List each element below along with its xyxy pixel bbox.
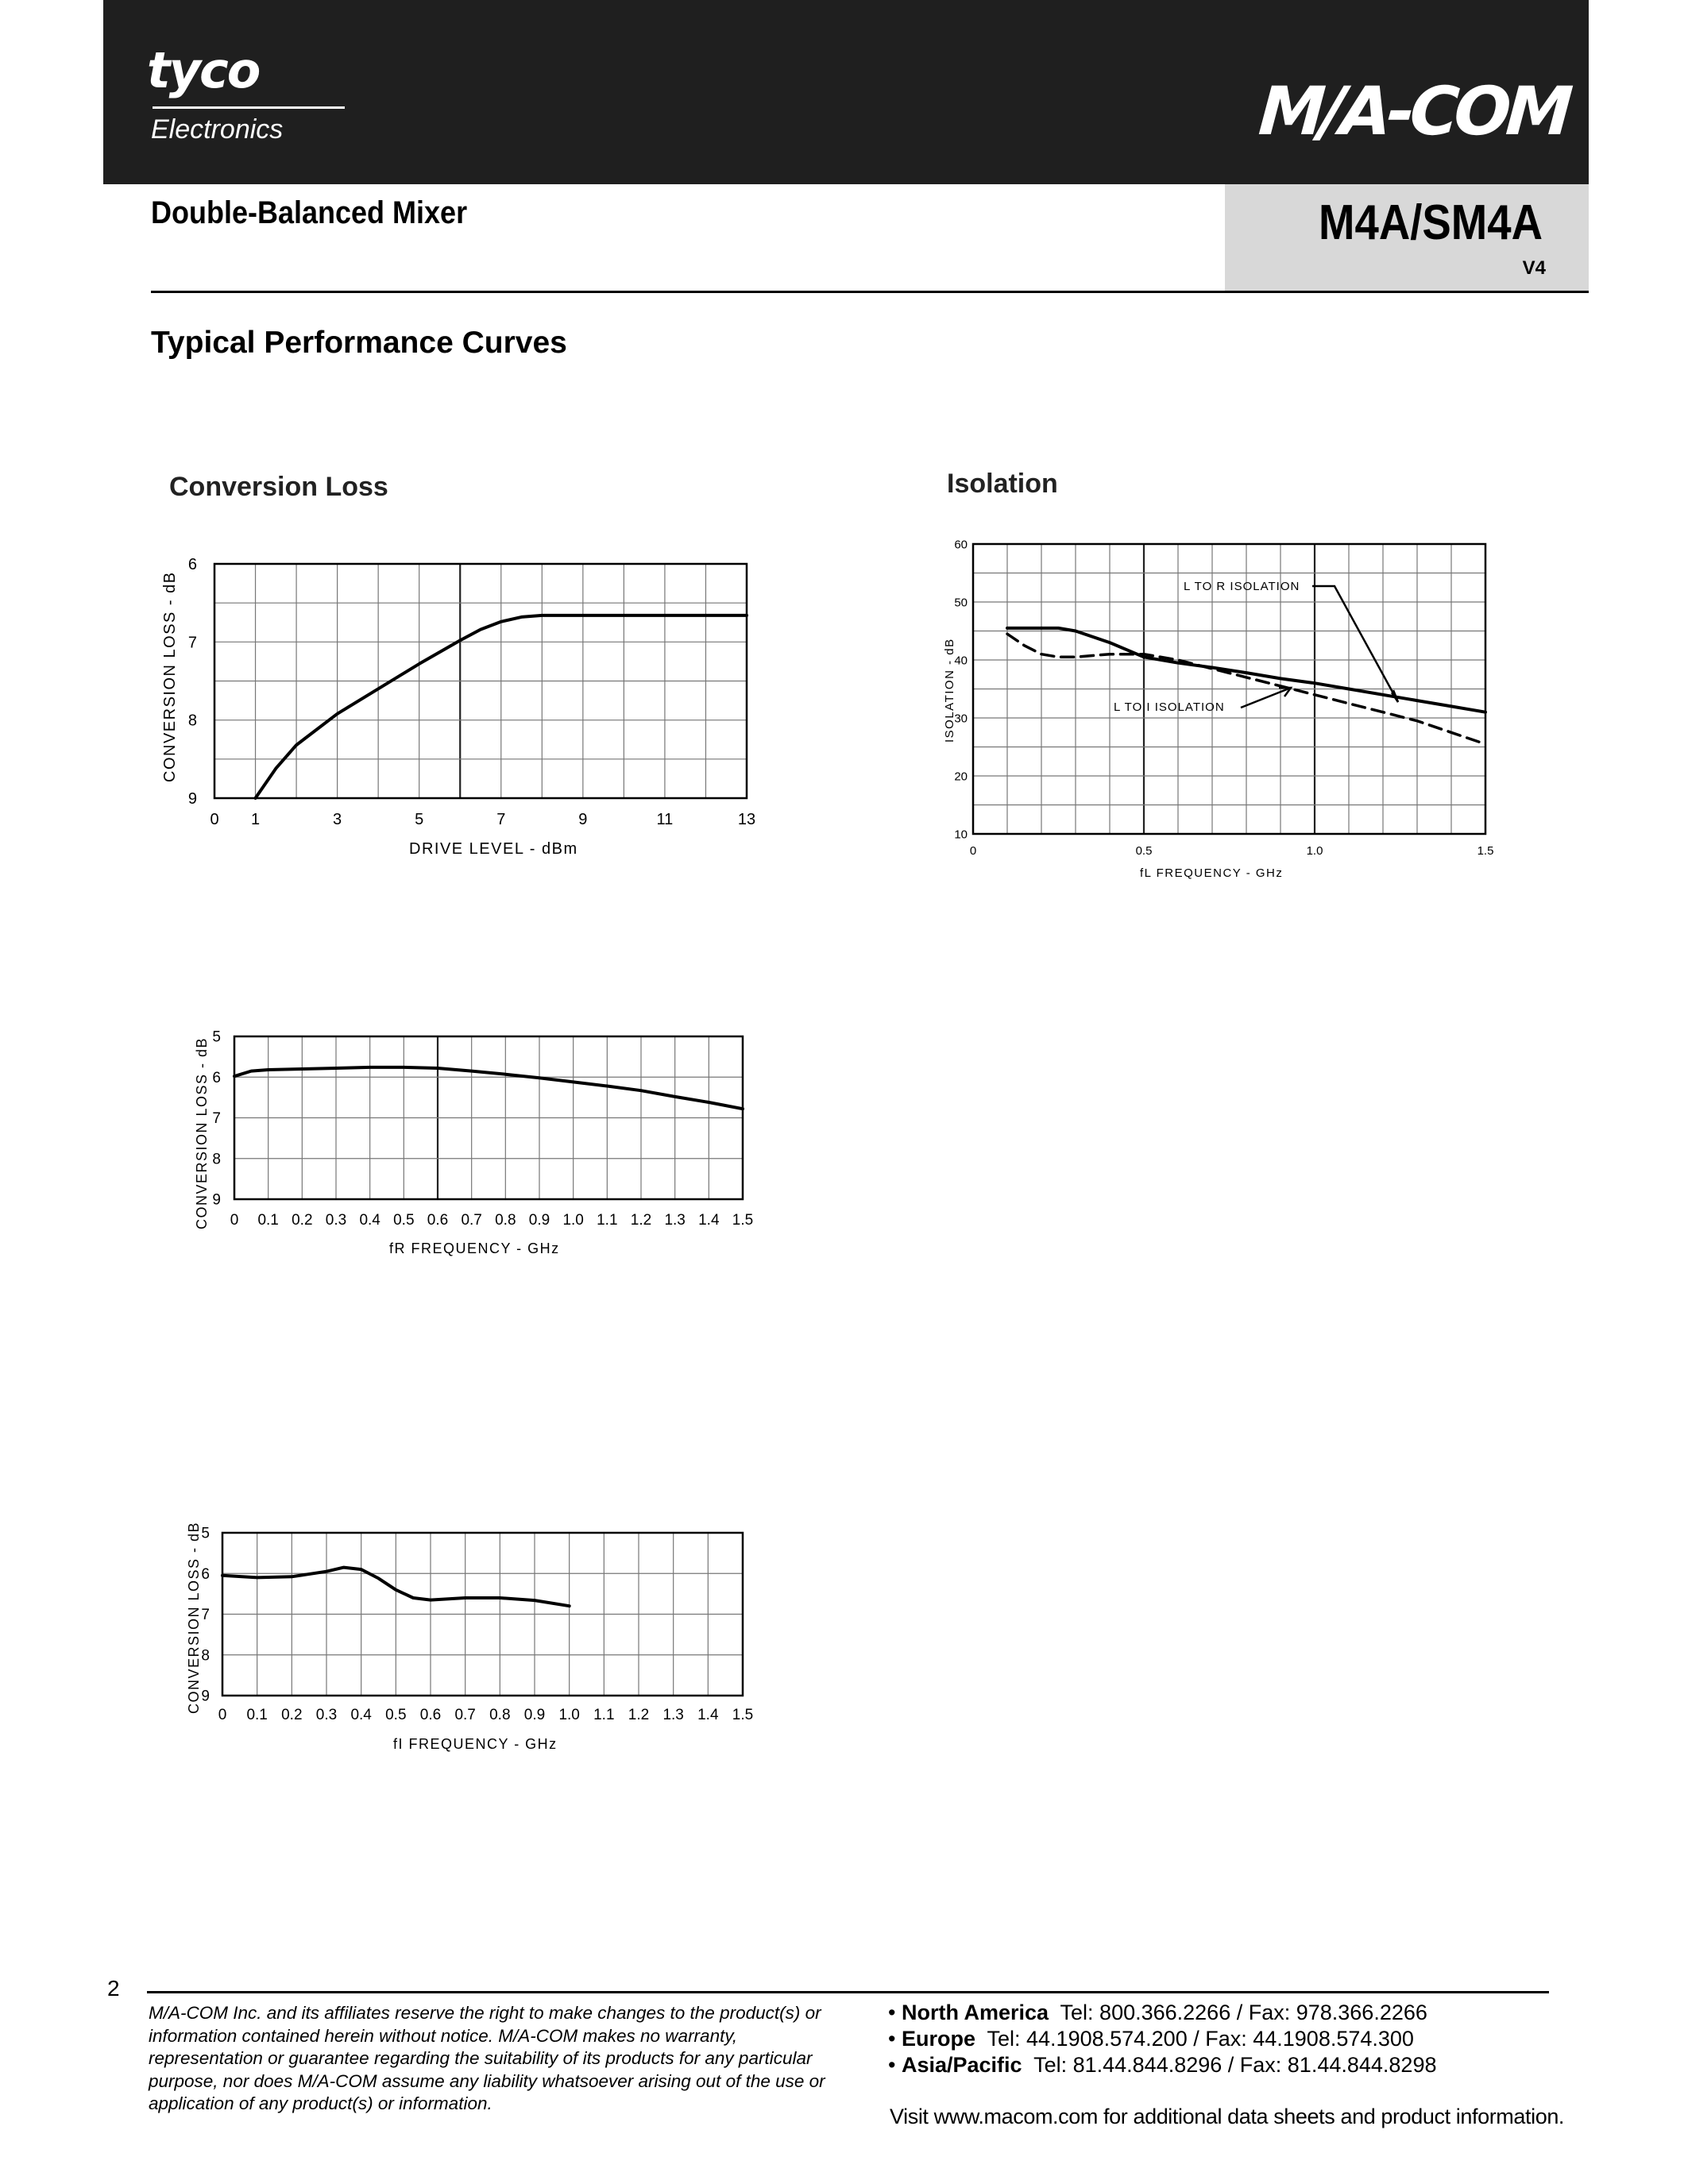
annotation-l-to-i-leader — [1241, 688, 1291, 708]
contact-asia-pacific — [888, 2052, 1436, 2078]
y-tick-label: 5 — [212, 1028, 221, 1046]
x-tick-label: 0.5 — [385, 1707, 407, 1723]
x-tick-label: 13 — [737, 811, 756, 828]
chart-x-axis-label: DRIVE LEVEL - dBm — [409, 840, 578, 858]
x-tick-label: 0.3 — [315, 1707, 338, 1723]
section-title: Typical Performance Curves — [151, 326, 567, 360]
x-tick-label: 1.3 — [662, 1707, 684, 1723]
footer-divider — [147, 1991, 1549, 1993]
series-line-solid — [234, 1067, 743, 1109]
x-tick-label: 1.1 — [593, 1707, 615, 1723]
x-tick-label: 0.4 — [350, 1707, 372, 1723]
contact-details: Tel: 81.44.844.8296 / Fax: 81.44.844.8298 — [1033, 2053, 1437, 2077]
bullet: • — [888, 2027, 896, 2051]
y-tick-label: 60 — [954, 538, 968, 552]
annotation-l-to-i: L TO I ISOLATION — [1114, 700, 1225, 714]
y-tick-label: 10 — [954, 828, 968, 842]
x-tick-label: 11 — [656, 811, 674, 828]
title-divider — [151, 291, 1589, 293]
chart-conversion-loss-fi — [151, 1509, 778, 1763]
disclaimer-text: M/A-COM Inc. and its affiliates reserve the right to make changes to the product(s) or information contained herein without notice. M/A-COM makes no warranty, representation or guarantee regarding the suitability of its products for any particular purpose, nor does M/A-COM assume any liability whatsoever arising out of the use or application of any product(s) or information. — [149, 2003, 825, 2113]
x-tick-label: 1.0 — [562, 1212, 584, 1229]
x-tick-label: 0.1 — [257, 1212, 279, 1229]
y-tick-label: 9 — [201, 1688, 210, 1705]
x-tick-label: 0.2 — [292, 1212, 313, 1229]
bullet: • — [888, 2053, 896, 2077]
y-tick-label: 9 — [187, 790, 197, 808]
y-tick-label: 30 — [954, 712, 968, 726]
x-tick-label: 1 — [250, 811, 261, 828]
x-tick-label: 0.2 — [281, 1707, 303, 1723]
part-version: V4 — [1522, 257, 1546, 279]
chart-y-axis-label: CONVERSION LOSS - dB — [161, 571, 179, 782]
x-tick-label: 0.7 — [461, 1212, 482, 1229]
x-tick-label: 0 — [230, 1212, 239, 1229]
chart-grid — [214, 564, 747, 798]
x-tick-label: 1.0 — [1306, 844, 1323, 858]
x-tick-label: 7 — [496, 811, 506, 828]
x-tick-label: 5 — [415, 811, 424, 828]
x-tick-label: 1.2 — [628, 1707, 650, 1723]
x-tick-label: 0.6 — [427, 1212, 449, 1229]
tyco-logo-subtitle: Electronics — [151, 114, 284, 145]
x-tick-label: 0.9 — [528, 1212, 550, 1229]
y-tick-label: 7 — [212, 1110, 221, 1128]
contact-details: Tel: 44.1908.574.200 / Fax: 44.1908.574.300 — [987, 2027, 1414, 2051]
x-tick-label: 0.1 — [246, 1707, 268, 1723]
x-tick-label: 1.5 — [1477, 844, 1494, 858]
x-tick-label: 0.5 — [1135, 844, 1153, 858]
x-tick-label: 1.0 — [558, 1707, 580, 1723]
x-tick-label: 0.7 — [454, 1707, 476, 1723]
chart-y-axis-label: ISOLATION - dB — [943, 638, 956, 743]
chart-grid — [222, 1533, 743, 1696]
y-tick-label: 8 — [187, 712, 197, 730]
x-tick-label: 0.9 — [523, 1707, 546, 1723]
y-tick-label: 50 — [954, 596, 968, 610]
contact-region: Asia/Pacific — [901, 2053, 1022, 2077]
y-tick-label: 6 — [187, 556, 197, 573]
chart-x-axis-label: fI FREQUENCY - GHz — [393, 1736, 558, 1752]
x-tick-label: 0.3 — [325, 1212, 347, 1229]
chart-tick-labels — [188, 556, 755, 828]
contact-region: North America — [901, 2001, 1049, 2024]
page-number: 2 — [107, 1976, 120, 2001]
chart-tick-labels — [201, 1526, 753, 1723]
x-tick-label: 1.4 — [698, 1212, 720, 1229]
y-tick-label: 20 — [954, 770, 968, 784]
x-tick-label: 9 — [578, 811, 588, 828]
annotation-l-to-r: L TO R ISOLATION — [1184, 580, 1300, 593]
chart-conversion-loss-fr — [151, 1017, 778, 1279]
chart-x-axis-label: fL FREQUENCY - GHz — [1140, 866, 1284, 880]
x-tick-label: 1.4 — [697, 1707, 719, 1723]
chart-series — [234, 1067, 743, 1109]
x-tick-label: 0 — [210, 811, 219, 828]
x-tick-label: 0.8 — [495, 1212, 516, 1229]
y-tick-label: 7 — [187, 634, 197, 652]
tyco-logo-rule — [153, 106, 345, 109]
y-tick-label: 6 — [201, 1565, 210, 1583]
chart-y-axis-label: CONVERSION LOSS - dB — [186, 1521, 202, 1714]
contact-list — [888, 2000, 1436, 2078]
contact-details: Tel: 800.366.2266 / Fax: 978.366.2266 — [1060, 2001, 1427, 2024]
x-tick-label: 3 — [333, 811, 342, 828]
part-number: M4A/SM4A — [1319, 195, 1543, 250]
y-tick-label: 7 — [201, 1607, 210, 1624]
visit-website-text: Visit www.macom.com for additional data sheets and product information. — [890, 2105, 1565, 2128]
tyco-logo: tyco — [147, 41, 260, 99]
x-tick-label: 1.1 — [597, 1212, 618, 1229]
macom-logo: M/A-COM — [1256, 72, 1571, 150]
document-title: Double-Balanced Mixer — [151, 195, 468, 230]
x-tick-label: 0 — [218, 1707, 227, 1723]
x-tick-label: 1.5 — [732, 1707, 754, 1723]
contact-north-america — [888, 2000, 1436, 2026]
x-tick-label: 1.2 — [630, 1212, 652, 1229]
contact-region: Europe — [901, 2027, 975, 2051]
x-tick-label: 0.5 — [393, 1212, 415, 1229]
chart-conversion-loss-title: Conversion Loss — [169, 472, 388, 502]
y-tick-label: 8 — [212, 1151, 221, 1168]
y-tick-label: 5 — [201, 1525, 210, 1542]
chart-isolation-title: Isolation — [947, 469, 1058, 499]
contact-europe — [888, 2026, 1436, 2052]
x-tick-label: 0.6 — [419, 1707, 442, 1723]
chart-grid — [234, 1036, 743, 1199]
bullet: • — [888, 2001, 896, 2024]
chart-x-axis-label: fR FREQUENCY - GHz — [389, 1241, 560, 1256]
y-tick-label: 8 — [201, 1647, 210, 1665]
y-tick-label: 40 — [954, 654, 968, 668]
x-tick-label: 1.5 — [732, 1212, 754, 1229]
x-tick-label: 0 — [969, 844, 977, 858]
y-tick-label: 6 — [212, 1069, 221, 1086]
chart-conversion-loss-drive — [151, 532, 771, 874]
x-tick-label: 1.3 — [664, 1212, 686, 1229]
chart-y-axis-label: CONVERSION LOSS - dB — [194, 1036, 210, 1229]
x-tick-label: 0.4 — [359, 1212, 380, 1229]
chart-isolation — [937, 532, 1517, 897]
y-tick-label: 9 — [212, 1191, 221, 1209]
x-tick-label: 0.8 — [489, 1707, 511, 1723]
